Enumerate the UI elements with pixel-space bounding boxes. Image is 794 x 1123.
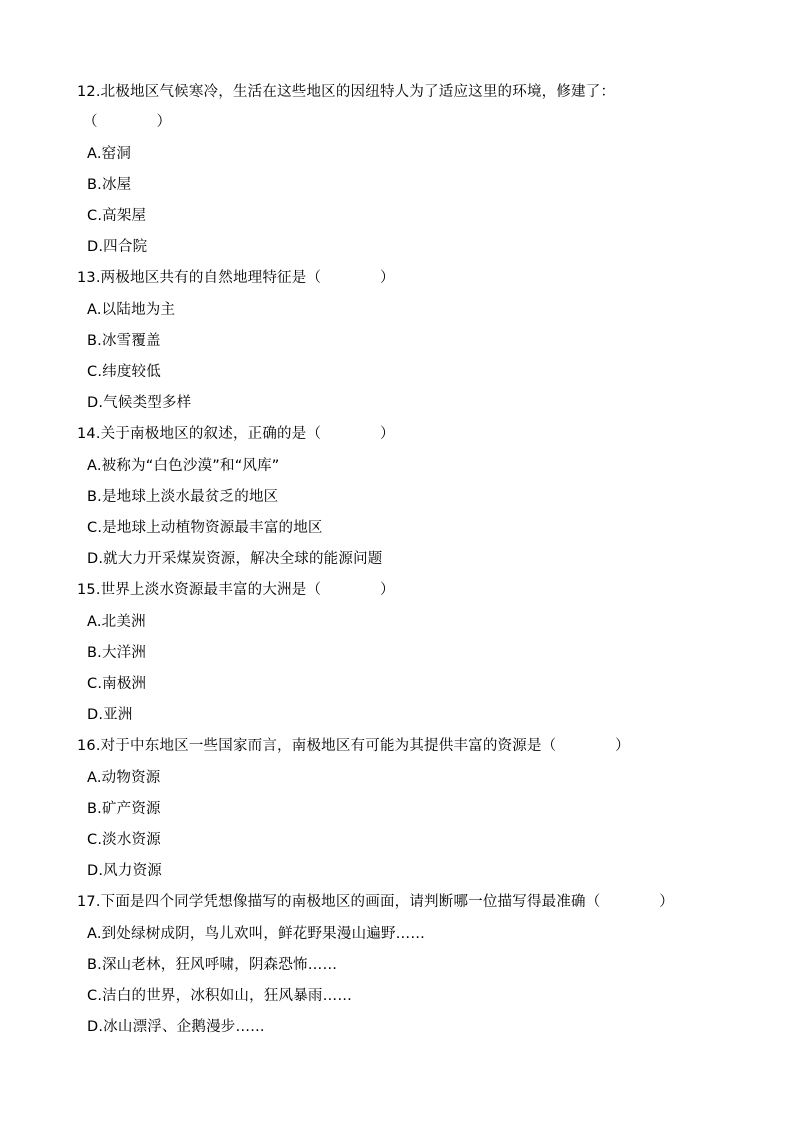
question-14-option-b: B.是地球上淡水最贫乏的地区 xyxy=(87,489,279,505)
question-12-stem: 12.北极地区气候寒冷，生活在这些地区的因纽特人为了适应这里的环境，修建了： xyxy=(77,84,616,100)
question-17-option-d: D.冰山漂浮、企鹅漫步…… xyxy=(87,1019,265,1035)
question-13-option-b: B.冰雪覆盖 xyxy=(87,333,161,349)
question-14-option-d: D.就大力开采煤炭资源，解决全球的能源问题 xyxy=(87,551,383,567)
question-14-option-c: C.是地球上动植物资源最丰富的地区 xyxy=(87,520,323,536)
question-13-option-c: C.纬度较低 xyxy=(87,364,161,380)
question-12-option-c: C.高架屋 xyxy=(87,208,147,224)
question-15-option-b: B.大洋洲 xyxy=(87,645,147,661)
question-15-stem: 15.世界上淡水资源最丰富的大洲是（ ） xyxy=(77,582,395,598)
question-13-stem: 13.两极地区共有的自然地理特征是（ ） xyxy=(77,270,395,286)
question-16-option-a: A.动物资源 xyxy=(87,770,161,786)
question-12-option-a: A.窑洞 xyxy=(87,146,132,162)
question-17-option-a: A.到处绿树成阴，鸟儿欢叫，鲜花野果漫山遍野…… xyxy=(87,926,426,942)
question-16-option-c: C.淡水资源 xyxy=(87,832,161,848)
question-17-option-b: B.深山老林，狂风呼啸，阴森恐怖…… xyxy=(87,957,338,973)
question-17-option-c: C.洁白的世界，冰积如山，狂风暴雨…… xyxy=(87,988,353,1004)
question-15-option-c: C.南极洲 xyxy=(87,676,147,692)
question-17-stem: 17.下面是四个同学凭想像描写的南极地区的画面，请判断哪一位描写得最准确（ ） xyxy=(77,894,674,910)
question-16-option-b: B.矿产资源 xyxy=(87,801,161,817)
question-14-option-a: A.被称为“白色沙漠”和“风库” xyxy=(87,458,280,474)
question-12-option-b: B.冰屋 xyxy=(87,177,132,193)
question-15-option-d: D.亚洲 xyxy=(87,707,133,723)
question-16-option-d: D.风力资源 xyxy=(87,863,162,879)
question-12-answer-blank: （ ） xyxy=(83,114,172,130)
question-13-option-d: D.气候类型多样 xyxy=(87,395,192,411)
question-16-stem: 16.对于中东地区一些国家而言，南极地区有可能为其提供丰富的资源是（ ） xyxy=(77,738,630,754)
question-15-option-a: A.北美洲 xyxy=(87,614,146,630)
question-12-option-d: D.四合院 xyxy=(87,239,148,255)
question-14-stem: 14.关于南极地区的叙述，正确的是（ ） xyxy=(77,426,395,442)
question-13-option-a: A.以陆地为主 xyxy=(87,302,176,318)
